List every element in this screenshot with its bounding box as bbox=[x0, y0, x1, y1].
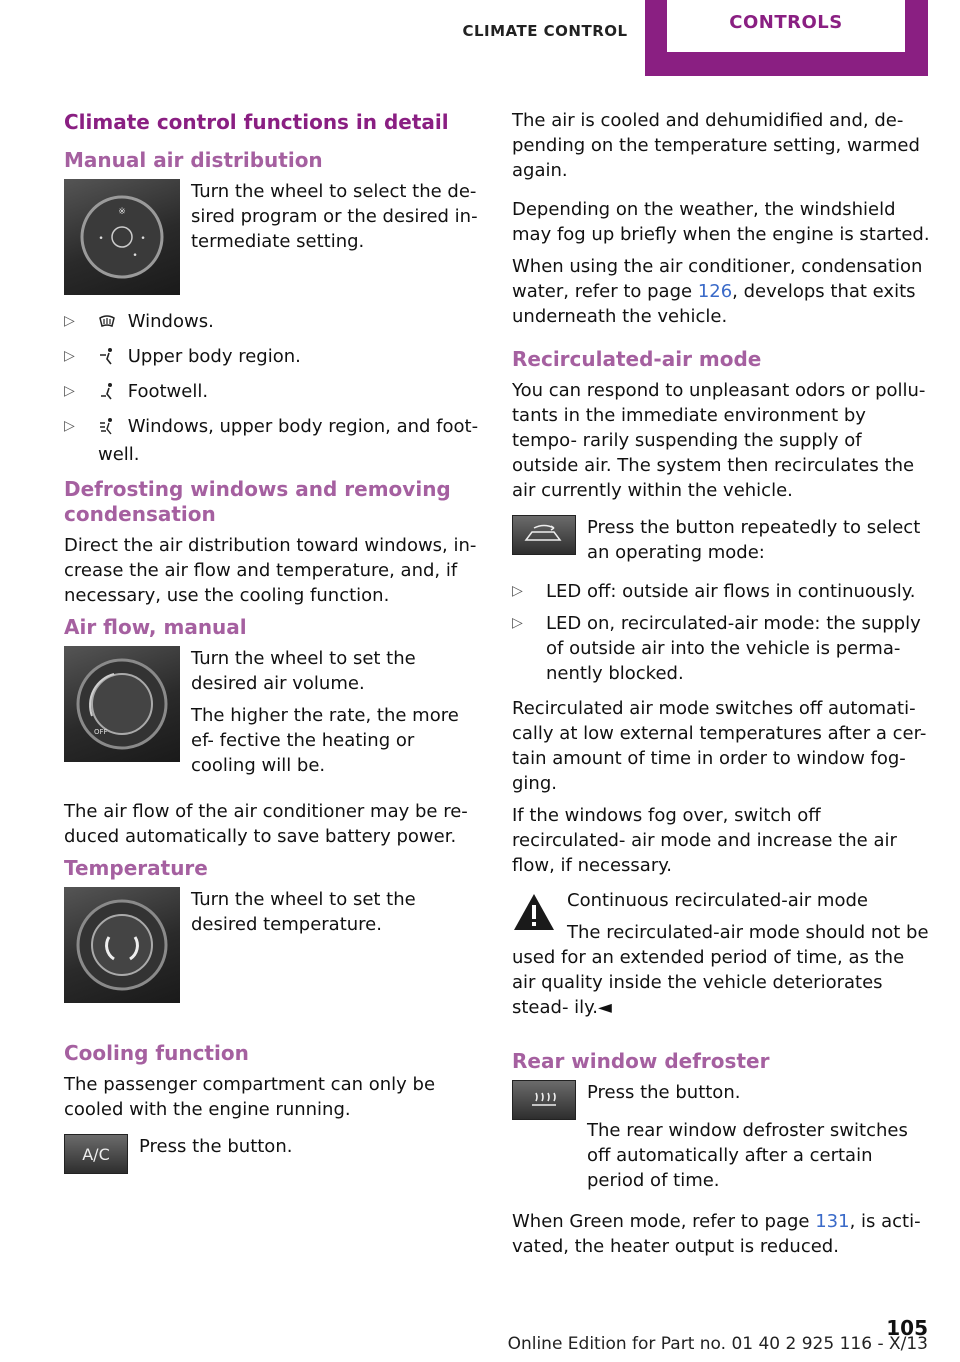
ac-button-image bbox=[64, 1134, 128, 1174]
cooling-detail-text: The air is cooled and dehumidified and, de- pending on the temperature setting, warmed again. bbox=[512, 110, 920, 181]
warning-text: The recirculated-air mode should not be used for an extended period of time, as the air quality inside the vehicle deteriorates stead- ily.◄ bbox=[512, 922, 929, 1018]
list-item bbox=[64, 344, 482, 372]
cooling-title: Cooling function bbox=[64, 1041, 249, 1065]
list-item-text: Windows, upper body region, and foot- well. bbox=[98, 416, 479, 465]
fog-text: Depending on the weather, the windshield may fog up briefly when the engine is started. bbox=[512, 199, 930, 245]
svg-text:OFF: OFF bbox=[94, 728, 108, 736]
list-item-text: Footwell. bbox=[127, 381, 209, 402]
list-item-text: LED on, recirculated-air mode: the supply of outside air into the vehicle is perma- nently blocked. bbox=[546, 613, 921, 684]
list-item-text: Upper body region. bbox=[127, 346, 301, 367]
recirc-title: Recirculated-air mode bbox=[512, 347, 762, 371]
list-item bbox=[64, 309, 482, 337]
cooling-text-1: The passenger compartment can only be cooled with the engine running. bbox=[64, 1074, 436, 1120]
airflow-text-1: Turn the wheel to set the desired air volume. bbox=[191, 648, 416, 694]
temperature-title: Temperature bbox=[64, 856, 208, 880]
list-item-text: LED off: outside air flows in continuously. bbox=[546, 581, 916, 602]
airflow-title: Air flow, manual bbox=[64, 615, 247, 639]
left-column bbox=[64, 108, 482, 1188]
temperature-text: Turn the wheel to set the desired temperature. bbox=[191, 889, 416, 935]
air-distribution-knob-image bbox=[64, 179, 180, 295]
rear-defrost-button-image bbox=[512, 1080, 576, 1120]
list-item bbox=[64, 379, 482, 407]
svg-text:※: ※ bbox=[118, 207, 126, 217]
cooling-text-2: Press the button. bbox=[139, 1136, 293, 1157]
rear-defrost-figure bbox=[512, 1080, 930, 1120]
list-item bbox=[512, 579, 930, 604]
triangle-bullet-icon: ▷ bbox=[512, 615, 523, 631]
page-link-126[interactable]: 126 bbox=[697, 281, 733, 302]
recirc-button-image bbox=[512, 515, 576, 555]
rear-defrost-text-2: The rear window defroster switches off automatically after a certain period of time. bbox=[587, 1120, 908, 1191]
recirc-text-2: Press the button repeatedly to select an operating mode: bbox=[587, 517, 921, 563]
condensation-text: When using the air conditioner, condensation water, refer to page 126, develops that exits underneath the vehicle. bbox=[512, 256, 923, 327]
green-mode-text: When Green mode, refer to page 131, is acti- vated, the heater output is reduced. bbox=[512, 1211, 921, 1257]
chapter-title: CLIMATE CONTROL bbox=[462, 22, 628, 40]
triangle-bullet-icon: ▷ bbox=[64, 418, 75, 434]
airflow-text-3: The air flow of the air conditioner may be re- duced automatically to save battery power. bbox=[64, 801, 468, 847]
footwell-air-icon bbox=[98, 382, 116, 407]
section-tab bbox=[645, 0, 928, 76]
temperature-figure bbox=[64, 887, 482, 1003]
warning-title: Continuous recirculated-air mode bbox=[567, 890, 868, 911]
list-item bbox=[64, 414, 482, 467]
defrost-text: Direct the air distribution toward windows, in- crease the air flow and temperature, and, if necessary, use the cooling function. bbox=[64, 535, 477, 606]
temperature-knob-image bbox=[64, 887, 180, 1003]
upper-body-air-icon bbox=[98, 347, 116, 372]
list-item-text: Windows. bbox=[127, 311, 214, 332]
recirc-text-1: You can respond to unpleasant odors or pollu- tants in the immediate environment by tempo- rarily suspending the supply of outside air. The system then recirculates the air currently within the vehicle. bbox=[512, 380, 926, 501]
airflow-text-2: The higher the rate, the more ef- fective the heating or cooling will be. bbox=[191, 705, 459, 776]
recirc-mode-list bbox=[512, 579, 930, 686]
rear-defrost-text-1: Press the button. bbox=[587, 1082, 741, 1103]
manual-air-figure bbox=[64, 179, 482, 295]
svg-text:•: • bbox=[132, 251, 138, 261]
warning-icon bbox=[512, 892, 556, 939]
edition-footer: Online Edition for Part no. 01 40 2 925 116 - X/13 bbox=[507, 1334, 928, 1354]
manual-air-title: Manual air distribution bbox=[64, 148, 323, 172]
manual-air-text: Turn the wheel to select the de- sired program or the desired in- termediate setting. bbox=[191, 181, 478, 252]
section-heading: Climate control functions in detail bbox=[64, 110, 449, 134]
air-flow-knob-image bbox=[64, 646, 180, 762]
list-item bbox=[512, 611, 930, 686]
page-number: 105 bbox=[886, 1316, 928, 1340]
triangle-bullet-icon: ▷ bbox=[64, 313, 75, 329]
windshield-air-icon bbox=[98, 312, 116, 337]
ac-button-label: A/C bbox=[82, 1144, 110, 1164]
airflow-figure bbox=[64, 646, 482, 785]
recirc-text-4: If the windows fog over, switch off recirculated- air mode and increase the air flow, if necessary. bbox=[512, 805, 897, 876]
rear-defrost-title: Rear window defroster bbox=[512, 1049, 770, 1073]
rear-defrost-icon bbox=[529, 1089, 559, 1111]
svg-text:•: • bbox=[140, 234, 146, 244]
section-tab-label: CONTROLS bbox=[729, 12, 843, 33]
recirc-text-3: Recirculated air mode switches off automati- cally at low external temperatures after a cer- tain amount of time in order to window fog- ging. bbox=[512, 698, 927, 794]
svg-text:•: • bbox=[98, 234, 104, 244]
triangle-bullet-icon: ▷ bbox=[64, 383, 75, 399]
all-regions-air-icon bbox=[98, 417, 116, 442]
defrost-title: Defrosting windows and removing condensation bbox=[64, 477, 451, 526]
triangle-bullet-icon: ▷ bbox=[64, 348, 75, 364]
page-link-131[interactable]: 131 bbox=[815, 1211, 850, 1232]
recirc-figure bbox=[512, 515, 930, 565]
right-column bbox=[512, 108, 930, 1266]
cooling-figure bbox=[64, 1134, 482, 1174]
warning-block bbox=[512, 888, 930, 1027]
recirculation-icon bbox=[522, 524, 566, 546]
triangle-bullet-icon: ▷ bbox=[512, 583, 523, 599]
distribution-list bbox=[64, 309, 482, 467]
